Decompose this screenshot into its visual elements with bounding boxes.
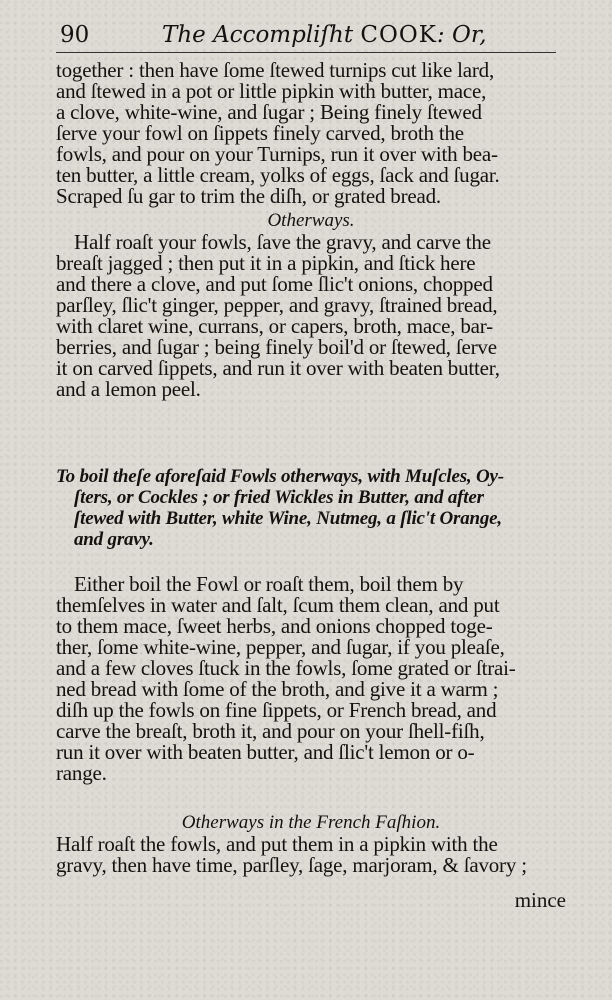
text-line: together : then have ſome ſtewed turnips cut like lard,	[56, 58, 495, 82]
text-line: carve the breaſt, broth it, and pour on your ſhell-fiſh,	[56, 719, 485, 743]
section-title: Otherways in the French Faſhion.	[181, 812, 441, 833]
text-line: to them mace, ſweet herbs, and onions chopped toge-	[56, 614, 493, 638]
page-header	[56, 18, 556, 53]
text-line: and ſtewed in a pot or little pipkin with butter, mace,	[56, 79, 487, 103]
text-line: breaſt jagged ; then put it in a pipkin, and ſtick here	[56, 251, 476, 275]
paragraph-turnips	[56, 60, 566, 207]
section-french-fashion	[56, 812, 566, 876]
text-line: Either boil the Fowl or roaſt them, boil them by	[74, 572, 464, 596]
text-line: and a lemon peel.	[56, 377, 201, 401]
heading-line: To boil theſe aforeſaid Fowls otherways, with Muſcles, Oy-	[56, 466, 504, 487]
text-line: fowls, and pour on your Turnips, run it over with bea-	[56, 142, 498, 166]
paragraph-boil	[56, 574, 566, 784]
text-line: a clove, white-wine, and ſugar ; Being finely ſtewed	[56, 100, 482, 124]
text-line: it on carved ſippets, and run it over with beaten butter,	[56, 356, 500, 380]
running-head-prefix: The Accompliſht	[162, 22, 361, 48]
page-number: 90	[60, 22, 90, 48]
text-line: with claret wine, currans, or capers, broth, mace, bar-	[56, 314, 493, 338]
text-line: range.	[56, 761, 107, 785]
text-line: ned bread with ſome of the broth, and give it a warm ;	[56, 677, 499, 701]
running-head	[162, 22, 487, 48]
text-line: Half roaſt your fowls, ſave the gravy, and carve the	[74, 230, 491, 254]
text-line: run it over with beaten butter, and ſlic't lemon or o-	[56, 740, 475, 764]
section-title: Otherways.	[267, 210, 355, 231]
heading-line: and gravy.	[74, 529, 154, 550]
text-line: ſerve your fowl on ſippets finely carved, broth the	[56, 121, 464, 145]
text-line: parſley, ſlic't ginger, pepper, and gravy, ſtrained bread,	[56, 293, 498, 317]
text-line: Half roaſt the fowls, and put them in a pipkin with the	[56, 832, 498, 856]
text-line: berries, and ſugar ; being finely boil'd or ſtewed, ſerve	[56, 335, 497, 359]
heading-line: ſters, or Cockles ; or fried Wickles in Butter, and after	[74, 487, 484, 508]
text-line: diſh up the fowls on fine ſippets, or French bread, and	[56, 698, 497, 722]
text-line: Scraped ſu gar to trim the diſh, or grated bread.	[56, 184, 441, 208]
text-line: and a few cloves ſtuck in the fowls, ſome grated or ſtrai-	[56, 656, 516, 680]
section-otherways	[56, 210, 566, 400]
text-line: gravy, then have time, parſley, ſage, marjoram, & ſavory ;	[56, 853, 527, 877]
running-head-suffix: : Or,	[436, 22, 487, 48]
text-line: ten butter, a little cream, yolks of eggs, ſack and ſugar.	[56, 163, 500, 187]
heading-line: ſtewed with Butter, white Wine, Nutmeg, a ſlic't Orange,	[74, 508, 502, 529]
text-line: and there a clove, and put ſome ſlic't onions, chopped	[56, 272, 493, 296]
text-line: ther, ſome white-wine, pepper, and ſugar, if you pleaſe,	[56, 635, 505, 659]
recipe-heading	[56, 466, 566, 550]
catchword: mince	[514, 888, 566, 912]
running-head-caps: COOK	[360, 22, 437, 48]
text-line: themſelves in water and ſalt, ſcum them clean, and put	[56, 593, 500, 617]
